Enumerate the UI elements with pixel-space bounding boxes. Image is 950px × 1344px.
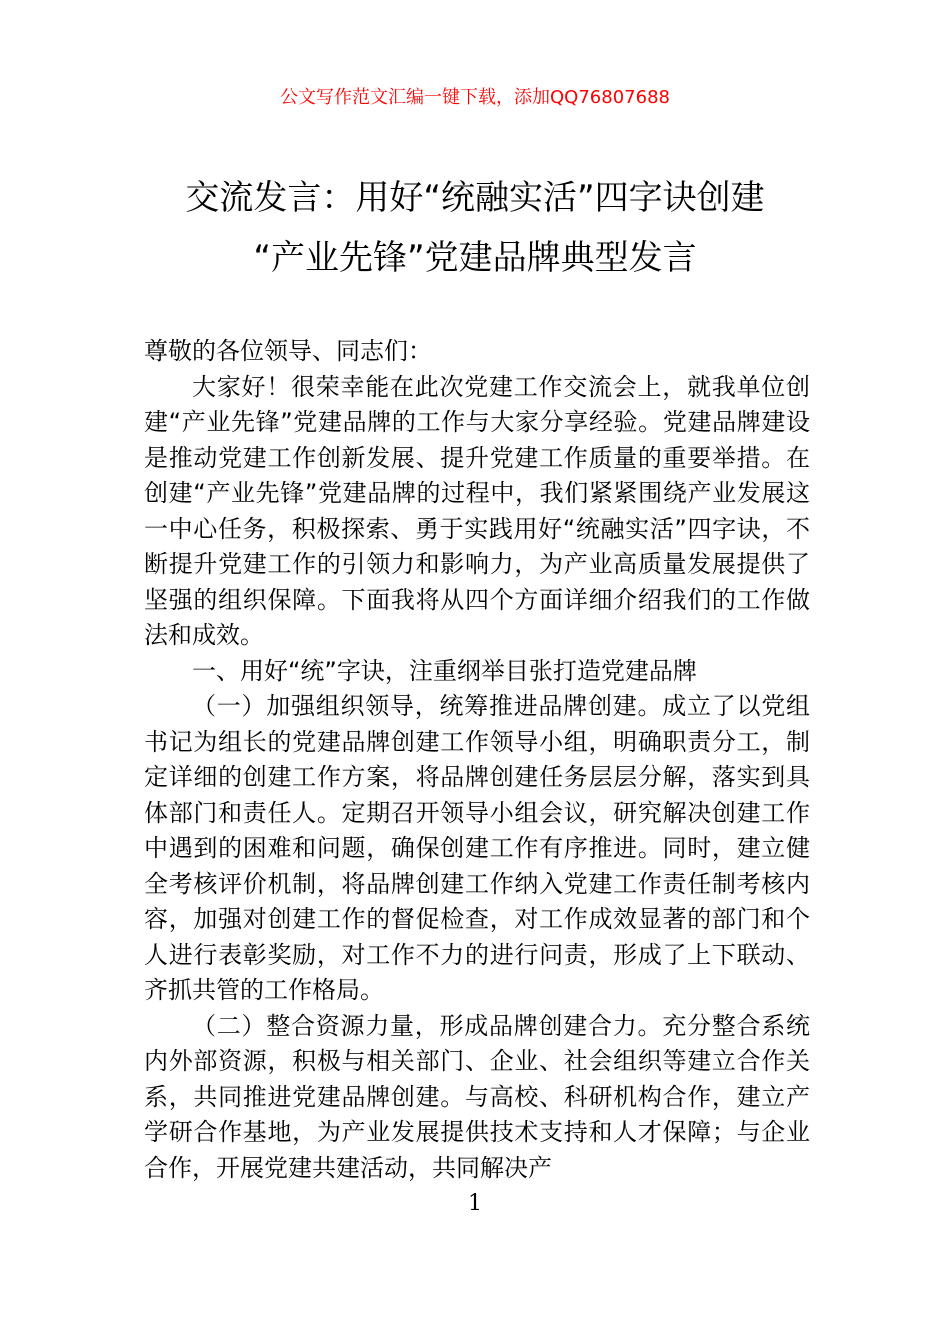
paragraph-intro: 大家好！很荣幸能在此次党建工作交流会上，就我单位创建“产业先锋”党建品牌的工作与大家分享经验。党建品牌建设是推动党建工作创新发展、提升党建工作质量的重要举措。在创建“产业先锋”党建品牌的过程中，我们紧紧围绕产业发展这一中心任务，积极探索、勇于实践用好“统融实活”四字诀，不断提升党建工作的引领力和影响力，为产业高质量发展提供了坚强的组织保障。下面我将从四个方面详细介绍我们的工作做法和成效。: [144, 372, 810, 649]
paragraph-subsection-2: （二）整合资源力量，形成品牌创建合力。充分整合系统内外部资源，积极与相关部门、企业、社会组织等建立合作关系，共同推进党建品牌创建。与高校、科研机构合作，建立产学研合作基地，为产业发展提供技术支持和人才保障；与企业合作，开展党建共建活动，共同解决产: [144, 1011, 810, 1182]
title-line-2: “产业先锋”党建品牌典型发言: [253, 238, 697, 278]
section-heading-1: 一、用好“统”字诀，注重纲举目张打造党建品牌: [192, 656, 697, 685]
document-title: [140, 168, 810, 288]
title-line-1: 交流发言：用好“统融实活”四字诀创建: [185, 178, 765, 218]
paragraph-subsection-1: （一）加强组织领导，统筹推进品牌创建。成立了以党组书记为组长的党建品牌创建工作领导小组，明确职责分工，制定详细的创建工作方案，将品牌创建任务层层分解，落实到具体部门和责任人。定期召开领导小组会议，研究解决创建工作中遇到的困难和问题，确保创建工作有序推进。同时，建立健全考核评价机制，将品牌创建工作纳入党建工作责任制考核内容，加强对创建工作的督促检查，对工作成效显著的部门和个人进行表彰奖励，对工作不力的进行问责，形成了上下联动、齐抓共管的工作格局。: [144, 692, 810, 1004]
salutation: 尊敬的各位领导、同志们：: [144, 337, 432, 365]
download-promo-note: 公文写作范文汇编一键下载，添加QQ76807688: [280, 87, 670, 108]
page-number: 1: [468, 1191, 482, 1216]
document-body: [144, 334, 810, 1186]
